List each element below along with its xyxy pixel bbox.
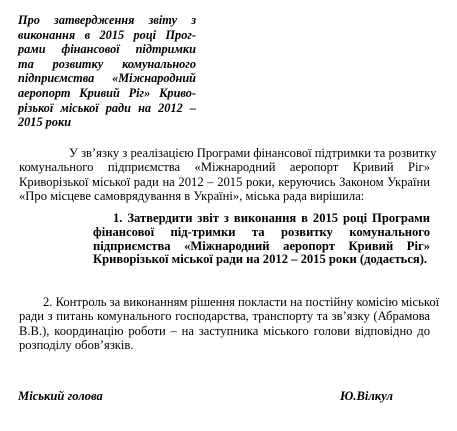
title-line: підприємства «Міжнародний bbox=[18, 71, 196, 86]
paragraph-line: розподілу обов’язків. bbox=[19, 338, 134, 353]
document-title bbox=[18, 13, 196, 130]
title-line: та розвитку комунального bbox=[18, 56, 196, 71]
title-line: рами фінансової підтримки bbox=[18, 42, 196, 57]
preamble-paragraph bbox=[19, 146, 437, 204]
paragraph-line: «Про місцеве самоврядування в Україні», міська рада вирішила: bbox=[19, 189, 365, 204]
resolution-item-1 bbox=[93, 212, 430, 267]
paragraph-line: фінансової під-тримки та розвитку комунального bbox=[93, 224, 430, 239]
title-line: Про затвердження звіту з bbox=[18, 13, 196, 27]
title-line: виконання в 2015 році Прог- bbox=[18, 27, 196, 42]
title-line: різької міської ради на 2012 – bbox=[18, 100, 196, 115]
title-line: 2015 роки bbox=[18, 115, 72, 130]
paragraph-line: Криворізької міської ради на 2012 – 2015 роки, керуючись Законом України bbox=[19, 174, 430, 189]
paragraph-line: підприємства «Міжнародний аеропорт Кривий Ріг» bbox=[93, 238, 430, 253]
paragraph-line: 1. Затвердити звіт з виконання в 2015 році Програми bbox=[113, 211, 430, 225]
paragraph-line: ради з питань комунального господарства, транспорту та зв’язку (Абрамова bbox=[19, 309, 430, 324]
paragraph-line: У зв’язку з реалізацією Програми фінансової підтримки та розвитку bbox=[69, 146, 437, 160]
paragraph-line: 2. Контроль за виконанням рішення покласти на постійну комісію міської bbox=[43, 295, 440, 309]
paragraph-line: В.В.), координацію роботи – на заступника міського голови відповідно до bbox=[19, 323, 430, 338]
title-line: аеропорт Кривий Ріг» Криво- bbox=[18, 85, 196, 100]
signature-name: Ю.Вілкул bbox=[340, 389, 393, 403]
resolution-item-2 bbox=[19, 295, 440, 353]
paragraph-line: комунального підприємства «Міжнародний аеропорт Кривий Ріг» bbox=[19, 160, 430, 175]
paragraph-line: Криворізької міської ради на 2012 – 2015 роки (додається). bbox=[93, 252, 428, 267]
signature-position: Міський голова bbox=[18, 389, 103, 403]
